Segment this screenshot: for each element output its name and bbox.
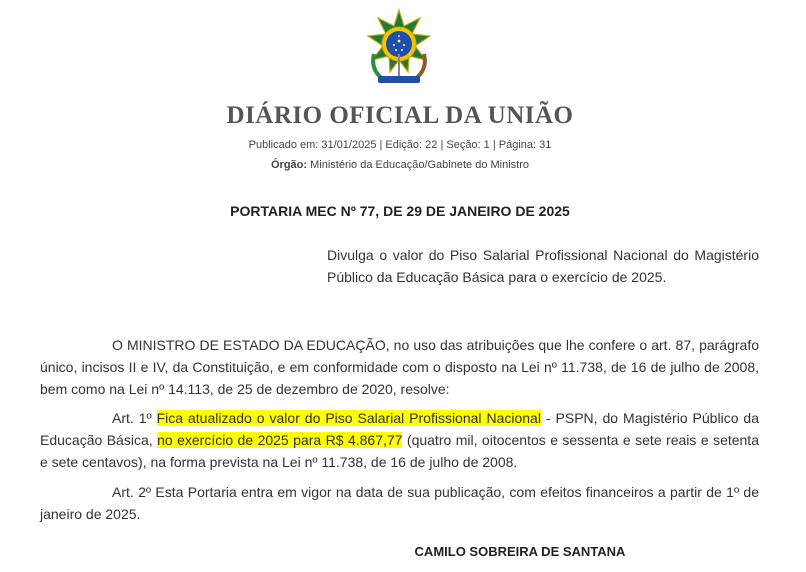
brazil-coat-of-arms-icon (360, 8, 438, 88)
masthead-title: DIÁRIO OFICIAL DA UNIÃO (226, 102, 574, 129)
publication-info: Publicado em: 31/01/2025 | Edição: 22 | Seção: 1 | Página: 31 (248, 139, 552, 151)
article-2: Art. 2º Esta Portaria entra em vigor na data de sua publicação, com efeitos financeiros a partir de 1º de janeiro de 2025. (40, 484, 759, 522)
highlight-valor: no exercício de 2025 para R$ 4.867,77 (157, 432, 403, 448)
orgao-line (0, 159, 800, 171)
highlight-piso: Fica atualizado o valor do Piso Salarial Profissional Nacional (156, 410, 541, 426)
document-title: PORTARIA MEC Nº 77, DE 29 DE JANEIRO DE 2025 (230, 203, 570, 219)
article-1-text-2: (quatro mil, oitocentos e sessenta e sete reais e setenta e sete centavos), na forma prevista na Lei nº 11.738, de 16 de julho de 2008. (40, 432, 759, 470)
article-1-label: Art. 1º (112, 410, 152, 426)
orgao-value: Ministério da Educação/Gabinete do Ministro (310, 159, 530, 171)
preamble-paragraph: O MINISTRO DE ESTADO DA EDUCAÇÃO, no uso das atribuições que lhe confere o art. 87, parágrafo único, incisos II e IV, da Constituição, e em conformidade com o disposto na Lei nº 11.738, de 16 de julho de 2008, bem como na Lei nº 14.113, de 25 de dezembro de 2020, resolve: (40, 337, 759, 397)
signature: CAMILO SOBREIRA DE SANTANA (414, 544, 626, 559)
ementa: Divulga o valor do Piso Salarial Profissional Nacional do Magistério Público da Educação Básica para o exercício de 2025. (327, 247, 759, 285)
article-1-text-1: - PSPN, do Magistério Público da Educação Básica, (40, 410, 759, 448)
article-1 (40, 407, 759, 473)
orgao-label: Órgão: (270, 159, 308, 171)
